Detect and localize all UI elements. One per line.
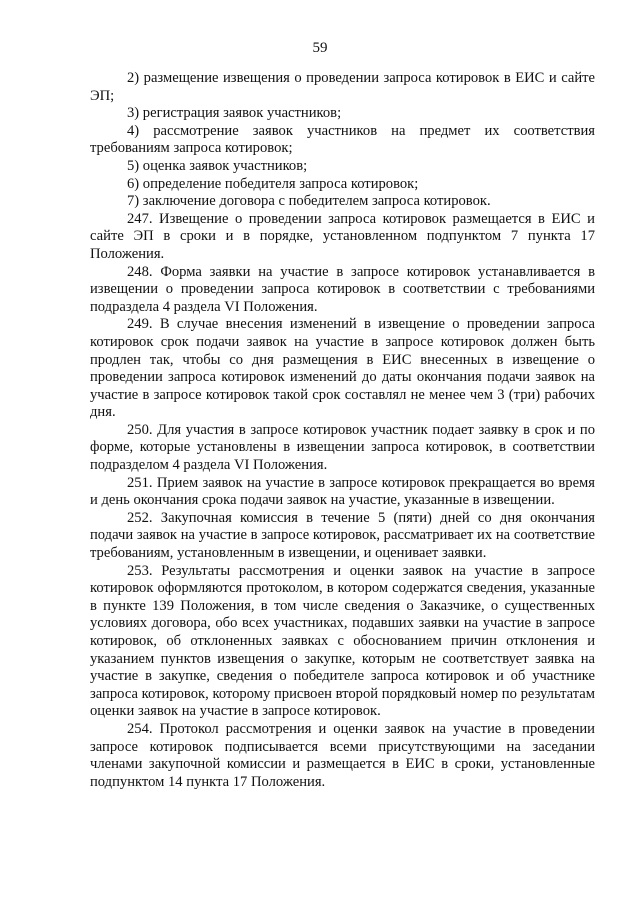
clause-252: 252. Закупочная комиссия в течение 5 (пяти) дней со дня окончания подачи заявок на участие в запросе котировок, рассматривает их на соответствие требованиям, установленным в извещении, и оценивает заявки. xyxy=(90,509,595,562)
clause-249: 249. В случае внесения изменений в извещение о проведении запроса котировок срок подачи заявок на участие в запросе котировок должен быть продлен так, чтобы со дня размещения в ЕИС внесенных в извещение о проведении запроса котировок изменений до даты окончания подачи заявок на участие в запросе котировок такой срок составлял не менее чем 3 (три) рабочих дня. xyxy=(90,316,595,421)
list-item-5: 5) оценка заявок участников; xyxy=(127,157,308,174)
clause-253: 253. Результаты рассмотрения и оценки заявок на участие в запросе котировок оформляются протоколом, в котором содержатся сведения, указанные в пункте 139 Положения, в том числе сведения о Заказчике, о существенных условиях договора, обо всех участниках, подавших заявки на участие в запросе котировок, об отклоненных заявках с обоснованием причин отклонения и указанием пунктов извещения о закупке, которым не соответствует заявка на участие в закупке, сведения о победителе запроса котировок и об участнике запроса котировок, которому присвоен второй порядковый номер по результатам оценки заявок на участие в запросе котировок. xyxy=(90,562,595,720)
clause-251: 251. Прием заявок на участие в запросе котировок прекращается во время и день окончания срока подачи заявок на участие, указанные в извещении. xyxy=(90,474,595,509)
list-item-4: 4) рассмотрение заявок участников на предмет их соответствия требованиям запроса котировок; xyxy=(90,122,595,157)
list-item-6: 6) определение победителя запроса котировок; xyxy=(127,175,419,192)
list-item-3: 3) регистрация заявок участников; xyxy=(127,105,342,122)
clause-250: 250. Для участия в запросе котировок участник подает заявку в срок и по форме, которые установлены в извещении запроса котировок, в соответствии подразделом 4 раздела VI Положения. xyxy=(90,421,595,474)
clause-248: 248. Форма заявки на участие в запросе котировок устанавливается в извещении о проведении запроса котировок в соответствии с требованиями подраздела 4 раздела VI Положения. xyxy=(90,263,595,315)
document-body xyxy=(90,70,595,791)
clause-254: 254. Протокол рассмотрения и оценки заявок на участие в проведении запросе котировок подписывается всеми присутствующими на заседании членами закупочной комиссии и размещается в ЕИС в сроки, установленные подпунктом 14 пункта 17 Положения. xyxy=(90,720,595,790)
list-item-2: 2) размещение извещения о проведении запроса котировок в ЕИС и сайте ЭП; xyxy=(90,70,595,104)
page-number: 59 xyxy=(312,40,328,56)
clause-247: 247. Извещение о проведении запроса котировок размещается в ЕИС и сайте ЭП в сроки и в порядке, установленном подпунктом 7 пункта 17 Положения. xyxy=(90,210,595,262)
list-item-7: 7) заключение договора с победителем запроса котировок. xyxy=(127,193,491,210)
